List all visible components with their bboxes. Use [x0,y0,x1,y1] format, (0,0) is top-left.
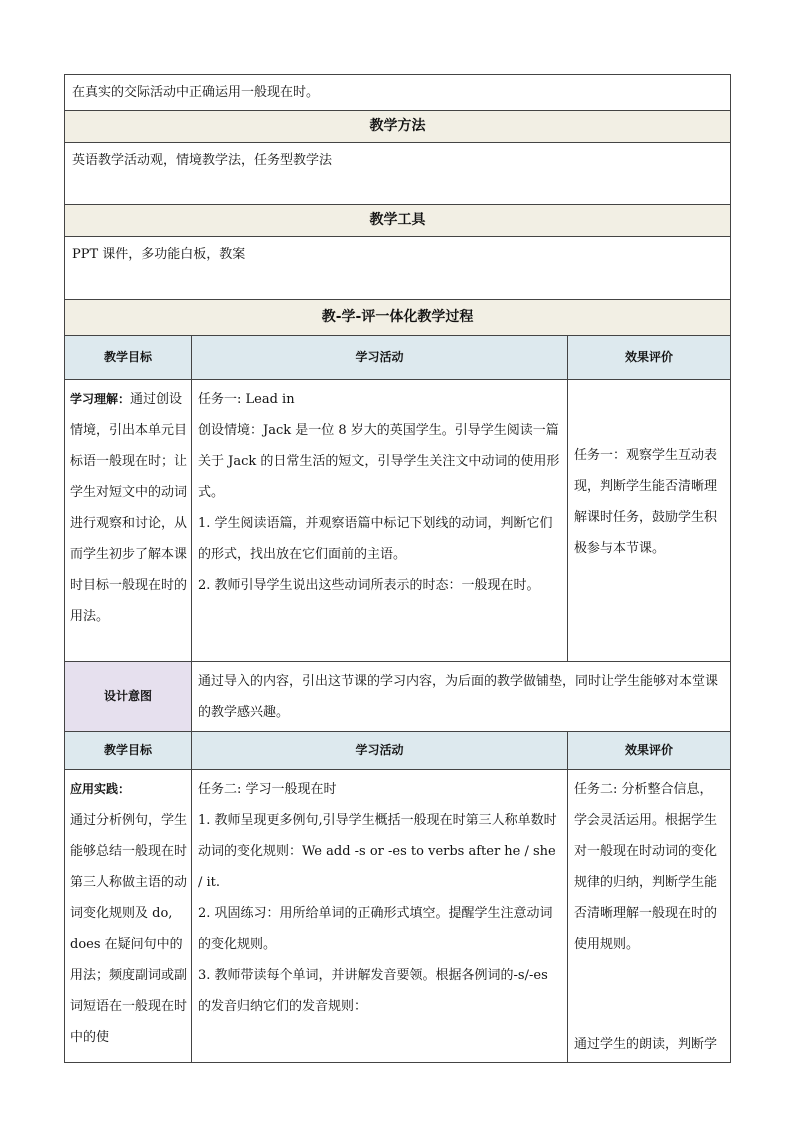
task-one-goal-text: 通过创设情境，引出本单元目标语一般现在时；让学生对短文中的动词进行观察和讨论，从而学生初步了解本课时目标一般现在时的用法。 [70,392,188,624]
task-two-activity-line: 3. 教师带读每个单词，并讲解发音要领。根据各例词的-s/-es 的发音归纳它们的发音规则： [198,968,548,1014]
methods-content: 英语教学活动观，情境教学法，任务型教学法 [65,143,731,205]
task-two-evaluation-text: 任务二: 分析整合信息，学会灵活运用。根据学生对一般现在时动词的变化规律的归纳，判断学生能否清晰理解一般现在时的使用规则。 [574,782,718,952]
task-two-evaluation [568,770,731,1063]
lesson-plan-table [64,74,731,1063]
process-header: 教-学-评一体化教学过程 [65,300,731,336]
task-two-activity-line: 1. 教师呈现更多例句,引导学生概括一般现在时第三人称单数时动词的变化规则：We add -s or -es to verbs after he / she / it. [198,813,557,890]
lesson-plan-page [64,74,730,1063]
column-header-row-1 [65,336,731,380]
task-one-activity-line: 任务一: Lead in [198,392,295,407]
column-header-goal: 教学目标 [65,336,192,380]
tools-content-row [65,237,731,300]
task-two-goal [65,770,192,1063]
task-one-goal-title: 学习理解： [70,392,131,406]
design-intent-row [65,662,731,732]
task-one-goal [65,380,192,662]
task-one-activities [192,380,568,662]
tools-content: PPT 课件，多功能白板，教案 [65,237,731,300]
column-header-goal: 教学目标 [65,732,192,770]
column-header-activity: 学习活动 [192,732,568,770]
goal-continuation-text: 在真实的交际活动中正确运用一般现在时。 [65,75,731,111]
task-two-activity-line: 2. 巩固练习：用所给单词的正确形式填空。提醒学生注意动词的变化规则。 [198,906,553,952]
task-two-activities [192,770,568,1063]
task-two-evaluation-tail: 通过学生的朗读，判断学 [574,1037,718,1052]
task-two-row [65,770,731,1063]
tools-header: 教学工具 [65,205,731,237]
column-header-evaluation: 效果评价 [568,336,731,380]
methods-content-row [65,143,731,205]
design-intent-label: 设计意图 [65,662,192,732]
process-header-row [65,300,731,336]
task-one-evaluation: 任务一：观察学生互动表现，判断学生能否清晰理解课时任务，鼓励学生积极参与本节课。 [568,380,731,662]
methods-header: 教学方法 [65,111,731,143]
design-intent-text: 通过导入的内容，引出这节课的学习内容，为后面的教学做铺垫，同时让学生能够对本堂课的教学感兴趣。 [192,662,731,732]
column-header-row-2 [65,732,731,770]
tools-header-row [65,205,731,237]
task-one-activity-line: 创设情境：Jack 是一位 8 岁大的英国学生。引导学生阅读一篇关于 Jack 的日常生活的短文，引导学生关注文中动词的使用形式。 [198,423,560,500]
task-one-row [65,380,731,662]
column-header-evaluation: 效果评价 [568,732,731,770]
task-two-activity-line: 任务二: 学习一般现在时 [198,782,337,797]
task-two-goal-title: 应用实践： [70,782,131,796]
task-one-activity-line: 1. 学生阅读语篇，并观察语篇中标记下划线的动词，判断它们的形式，找出放在它们面前的主语。 [198,516,553,562]
methods-header-row [65,111,731,143]
task-one-activity-line: 2. 教师引导学生说出这些动词所表示的时态：一般现在时。 [198,578,540,593]
task-two-goal-text: 通过分析例句，学生能够总结一般现在时第三人称做主语的动词变化规则及 do, does 在疑问句中的用法；频度副词或副词短语在一般现在时中的使 [70,813,188,1045]
column-header-activity: 学习活动 [192,336,568,380]
goal-continuation-row [65,75,731,111]
